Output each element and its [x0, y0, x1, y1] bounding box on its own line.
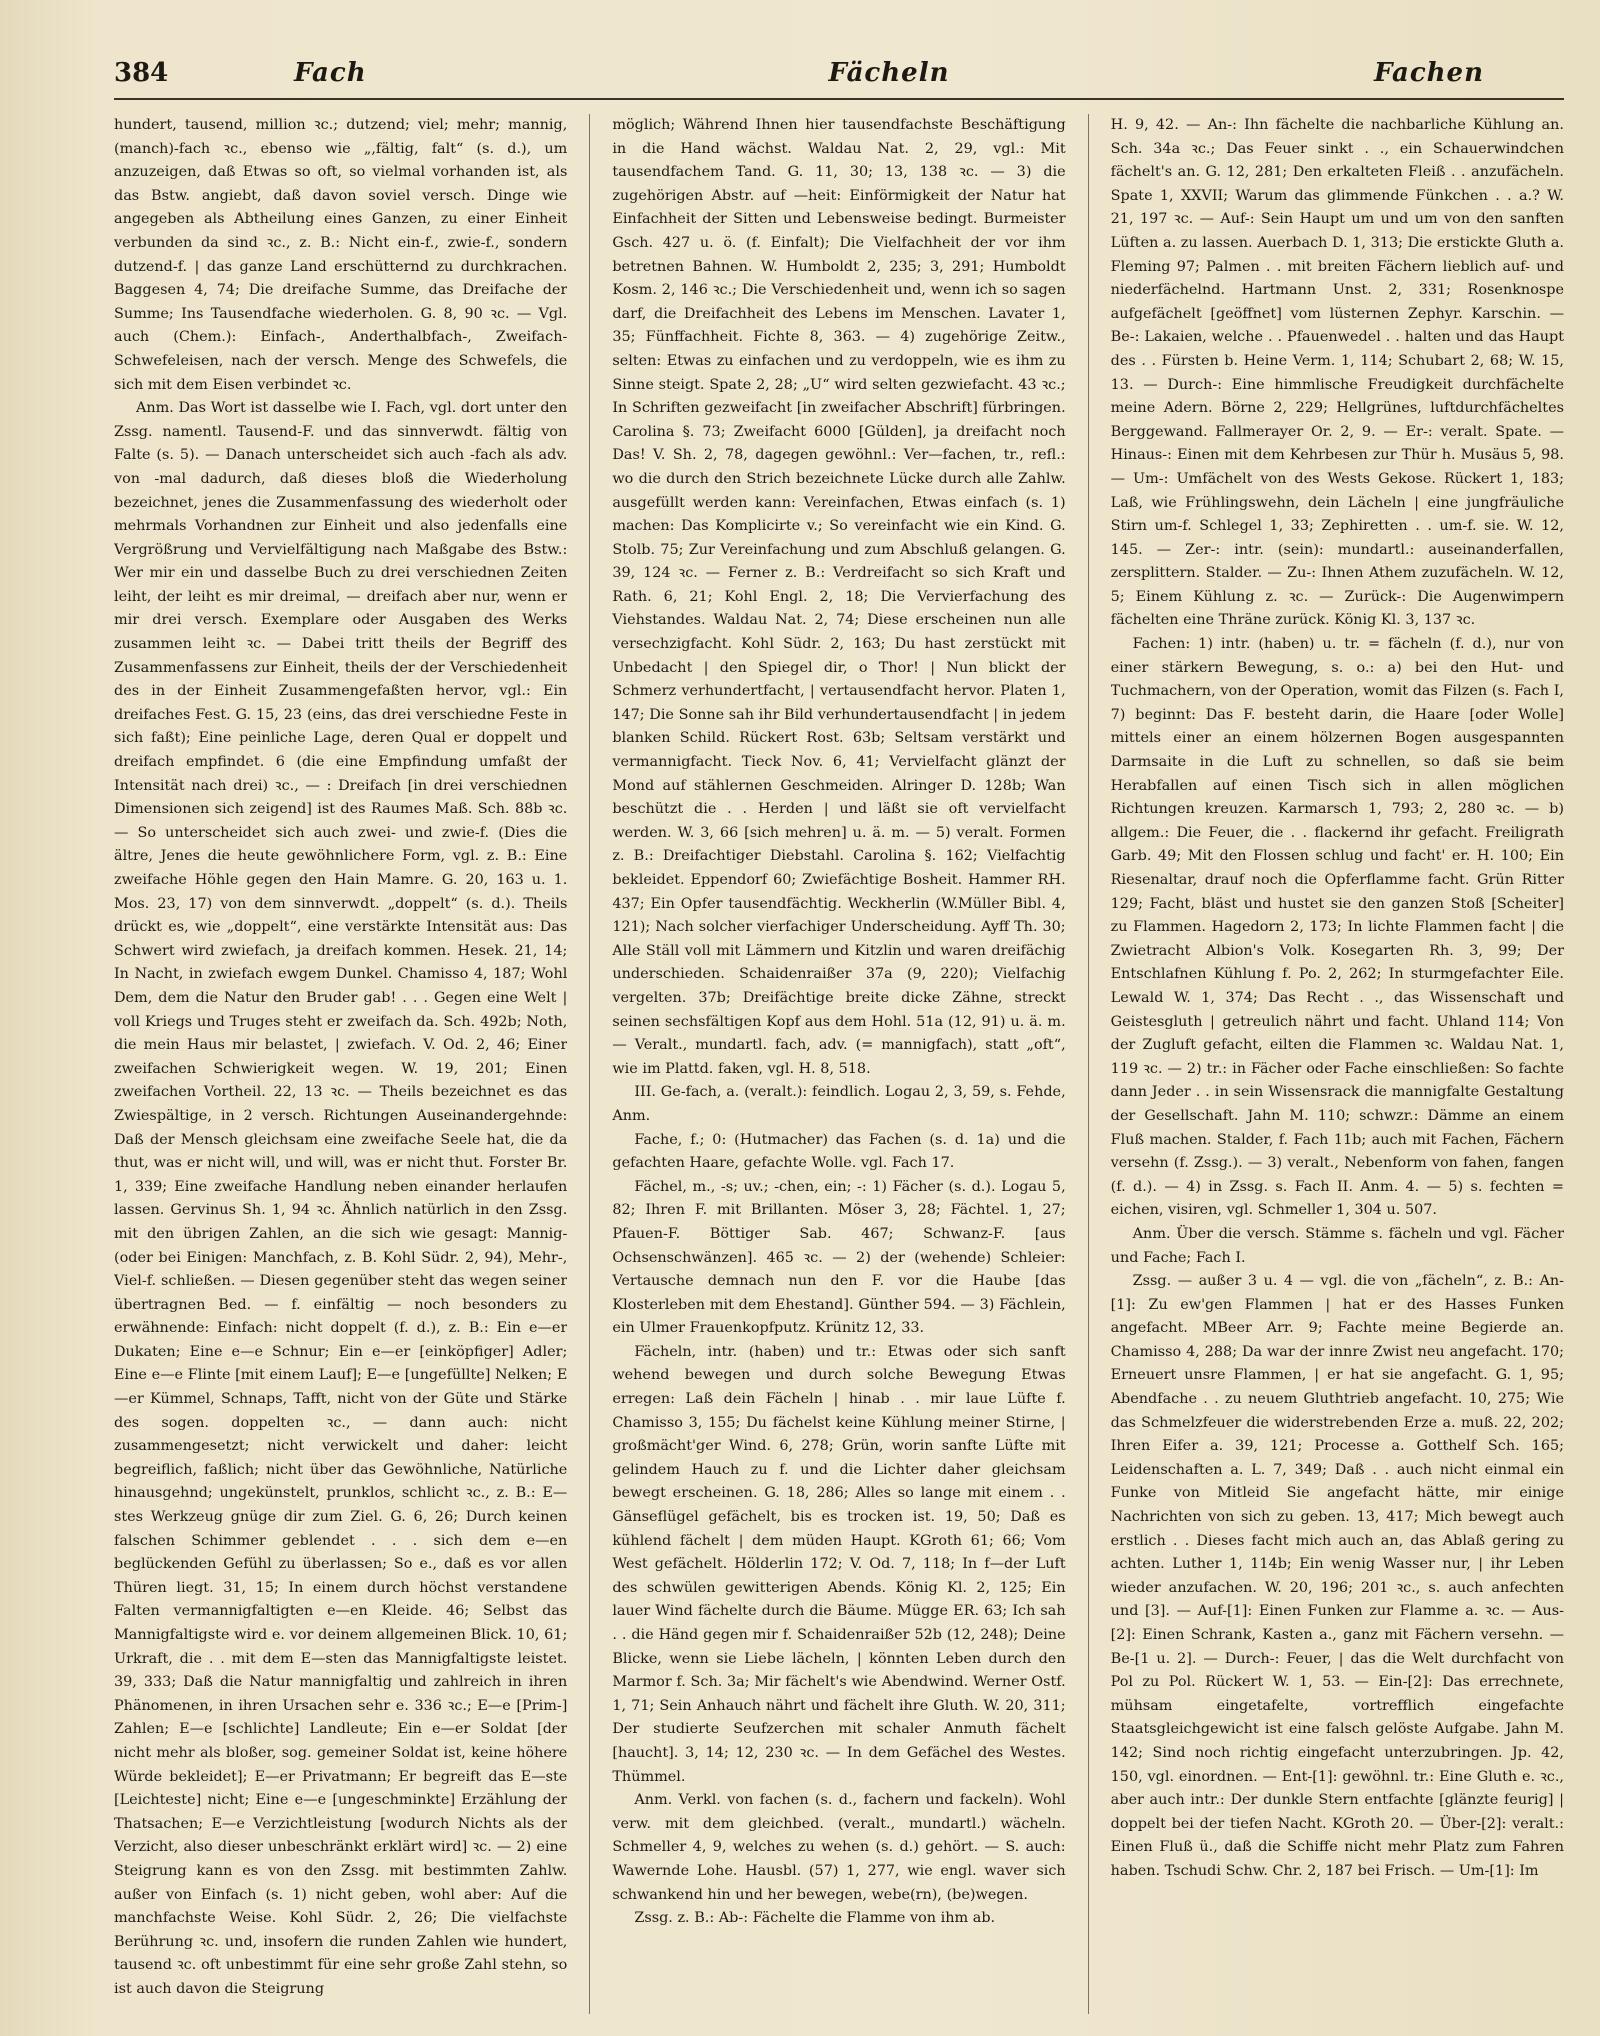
- paragraph: Zssg. z. B.: Ab-: Fächelte die Flamme von ihm ab.: [634, 1910, 996, 1927]
- paragraph: Fächeln, intr. (haben) und tr.: Etwas oder sich sanft wehend bewegen und durch solche Bewegung Etwas erregen: Laß dein Fächeln | hinab . . mir laue Lüfte f. Chamisso 3, 155; Du fächelst keine Kühlung meiner Stirne, | großmächt'ger Wind. 6, 278; Grün, worin sanfte Lüfte mit gelindem Hauch zu f. und die Lichter daher gleichsam bewegt erscheinen. G. 18, 286; Alles so lange mit einem . . Gänseflügel gefächelt, bis es trocken ist. 19, 50; Daß es kühlend fächelt | dem müden Haupt. KGroth 61; 66; Vom West gefächelt. Hölderlin 172; V. Od. 7, 118; In f—der Luft des schwülen gewitterigen Abends. König Kl. 2, 125; Ein lauer Wind fächelte durch die Bäume. Mügge ER. 63; Ich sah . . die Händ gegen mir f. Schaidenraißer 52b (12, 248); Deine Blicke, wenn sie Liebe lächeln, | könnten Leben durch den Marmor f. Sch. 3a; Mir fächelt's wie Abendwind. Werner Ostf. 1, 71; Sein Anhauch nährt und fächelt ihre Gluth. W. 20, 311; Der studierte Seufzerchen mit schaler Anmuth fächelt [haucht]. 3, 14; 12, 230 ꝛc. — In dem Gefächel des Westes. Thümmel.: [612, 1343, 1066, 1785]
- column-1: [114, 114, 567, 2014]
- right-running-head: Fachen: [1373, 58, 1485, 88]
- center-running-head: Fächeln: [828, 58, 950, 88]
- column-3: [1111, 114, 1564, 2014]
- left-running-head: Fach: [294, 58, 367, 88]
- paragraph: Anm. Das Wort ist dasselbe wie I. Fach, vgl. dort unter den Zssg. namentl. Tausend-F. und das sinnverwdt. fältig von Falte (s. 5). — Danach unterscheidet sich auch -fach als adv. von -mal dadurch, daß dieses bloß die Wiederholung bezeichnet, jenes die Zusammenfassung des wiederholt oder mehrmals Vorhandnen zur Einheit und also jedenfalls eine Vergrößrung und Vervielfältigung nach Maßgabe des Bstw.: Wer mir ein und dasselbe Buch zu drei verschiednen Zeiten leiht, der leiht es mir dreimal, — dreifach aber nur, wenn er mir drei versch. Exemplare oder Ausgaben des Werks zusammen leiht ꝛc. — Dabei tritt theils der Begriff des Zusammenfassens zur Einheit, theils der der Verschiedenheit des in der Einheit Zusammengefaßten hervor, vgl.: Ein dreifaches Fest. G. 15, 23 (eins, das drei verschiedne Feste in sich faßt); Eine peinliche Lage, deren Qual er doppelt und dreifach empfindet. 6 (die eine Empfindung umfaßt der Intensität nach drei) ꝛc., — : Dreifach [in drei verschiednen Dimensionen sich zeigend] ist des Raumes Maß. Sch. 88b ꝛc. — So unterscheidet sich auch zwei- und zwie-f. (Dies die ältre, Jenes die heute gewöhnlichere Form, vgl. z. B.: Eine zweifache Höhle gegen den Hain Mamre. G. 20, 163 u. 1. Mos. 23, 17) von dem sinnverwdt. „doppelt“ (s. d.). Theils drückt es, wie „doppelt“, eine verstärkte Intensität aus: Das Schwert wird zwiefach, ja dreifach kommen. Hesek. 21, 14; In Nacht, in zwiefach ewgem Dunkel. Chamisso 4, 187; Wohl Dem, dem die Natur den Bruder gab! . . . Gegen eine Welt | voll Kriegs und Truges steht er zweifach da. Sch. 492b; Noth, die mein Haus mir belastet, | zwiefach. V. Od. 2, 46; Einer zweifachen Schwierigkeit wegen. W. 19, 201; Einen zweifachen Vortheil. 22, 13 ꝛc. — Theils bezeichnet es das Zwiespältige, in 2 versch. Richtungen Auseinandergehnde: Daß der Mensch gleichsam eine zweifache Seele hat, die da thut, was er nicht will, und will, was er nicht thut. Forster Br. 1, 339; Eine zweifache Handlung neben einander herlaufen lassen. Gervinus Sh. 1, 94 ꝛc. Ähnlich natürlich in den Zssg. mit den übrigen Zahlen, an die sich wie gesagt: Mannig- (oder bei Einigen: Manchfach, z. B. Kohl Südr. 2, 94), Mehr-, Viel-f. schließen. — Diesen gegenüber steht das wegen seiner übertragnen Bed. — f. einfältig — noch besonders zu erwähnende: Einfach: nicht doppelt (f. d.), z. B.: Ein e—er Dukaten; Eine e—e Schnur; Ein e—er [einköpfiger] Adler; Eine e—e Flinte [mit einem Lauf]; E—e [ungefüllte] Nelken; E—er Kümmel, Schnaps, Tafft, nicht von der Güte und Stärke des sogen. doppelten ꝛc., — dann auch: nicht zusammengesetzt; nicht verwickelt und daher: leicht begreiflich, faßlich; nicht über das Gewöhnliche, Natürliche hinausgehnd; ungekünstelt, prunklos, schlicht ꝛc., z. B.: E—stes Werkzeug gnüge dir zum Ziel. G. 6, 26; Durch keinen falschen Schimmer geblendet . . . sich dem e—en beglückenden Gefühl zu überlassen; So e., daß es vor allen Thüren liegt. 31, 15; In einem durch höchst verstandene Falten vermannigfaltigten e—en Kleide. 46; Selbst das Mannigfaltigste wird e. vor deinem allgemeinen Blick. 10, 61; Urkraft, die . . mit dem E—sten das Mannigfaltigste leistet. 39, 333; Daß die Natur mannigfaltig und zahlreich in ihren Phänomenen, in ihren Ursachen sehr e. 336 ꝛc.; E—e [Prim-] Zahlen; E—e [schlichte] Landleute; Ein e—er Soldat [der nicht mehr als bloßer, sog. gemeiner Soldat ist, keine höhere Würde bekleidet]; E—er Privatmann; Er begreift das E—ste [Leichteste] nicht; Eine e—e [ungeschminkte] Erzählung der Thatsachen; E—e Verzichtleistung [wodurch Nichts als der Verzicht, also dieser unbeschränkt erklärt wird] ꝛc. — 2) eine Steigrung kann es von den Zssg. mit bestimmten Zahlw. außer von Einfach (s. 1) nicht geben, wohl aber: Auf die manchfachste Weise. Kohl Südr. 2, 26; Die vielfachste Berührung ꝛc. und, insofern die runden Zahlen wie hundert, tausend ꝛc. oft unbestimmt für eine sehr große Zahl stehn, so ist auch davon die Steigrung: [114, 400, 568, 1997]
- paragraph: hundert, tausend, million ꝛc.; dutzend; viel; mehr; mannig, (manch)-fach ꝛc., ebenso wie „‚fältig, falt“ (s. d.), um anzuzeigen, daß Etwas so oft, so vielmal vorhanden ist, als das Bstw. angiebt, daß davon soviel versch. Dinge wie angegeben als Abtheilung eines Ganzen, zu einer Einheit verbunden da sind ꝛc., z. B.: Nicht ein-f., zwie-f., sondern dutzend-f. | das ganze Land erschütternd zu durchkrachen. Baggesen 4, 74; Die dreifache Summe, das Dreifache der Summe; Ins Tausendfache wiederholen. G. 8, 90 ꝛc. — Vgl. auch (Chem.): Einfach-, Anderthalbfach-, Zweifach-Schwefeleisen, nach der versch. Menge des Schwefels, die sich mit dem Eisen verbindet ꝛc.: [114, 117, 568, 393]
- page-number: 384: [114, 58, 169, 88]
- paragraph: III. Ge-fach, a. (veralt.): feindlich. Logau 2, 3, 59, s. Fehde, Anm.: [612, 1084, 1066, 1124]
- column-2: [612, 114, 1065, 2014]
- column-divider: [1088, 114, 1089, 2014]
- column-divider: [589, 114, 590, 2014]
- paragraph: Zssg. — außer 3 u. 4 — vgl. die von „fächeln“, z. B.: An-[1]: Zu ew'gen Flammen | hat er des Hasses Funken angefacht. MBeer Arr. 9; Fachte meine Begierde an. Chamisso 4, 288; Da war der innre Zwist neu angefacht. 170; Erneuert unsre Flammen, | er hat sie angefacht. G. 1, 95; Abendfache . . zu neuem Gluthtrieb angefacht. 10, 275; Wie das Schmelzfeuer die widerstrebenden Erze a. muß. 22, 202; Ihren Eifer a. 39, 121; Processe a. Gotthelf Sch. 165; Leidenschaften a. L. 7, 349; Daß . . auch nicht einmal ein Funke von Mitleid Sie angefacht hätte, mir einige Nachrichten von sich zu geben. 13, 417; Mich bewegt auch erstlich . . Dieses facht mich auch an, das Ablaß gering zu achten. Luther 1, 114b; Ein wenig Wasser nur, | ihr Leben wieder anzufachen. W. 20, 196; 201 ꝛc., s. auch anfechten und [3]. — Auf-[1]: Einen Funken zur Flamme a. ꝛc. — Aus-[2]: Einen Schrank, Kasten a., ganz mit Fächern versehn. — Be-[1 u. 2]. — Durch-: Feuer, | das die Welt durchfacht von Pol zu Pol. Rückert W. 1, 53. — Ein-[2]: Das errechnete, mühsam eingetafelte, vortrefflich eingefachte Staatsgleichgewicht ist eine falsch gelöste Aufgabe. Jahn M. 142; Sind noch richtig eingefacht unterzubringen. Jp. 42, 150, vgl. einordnen. — Ent-[1]: gewöhnl. tr.: Eine Gluth e. ꝛc., aber auch intr.: Der dunkle Stern entfachte [glänzte feurig] | doppelt bei der tiefen Nacht. KGroth 20. — Über-[2]: veralt.: Einen Fluß ü., daß die Schiffe nicht mehr Platz zum Fahren haben. Tschudi Schw. Chr. 2, 187 bei Frisch. — Um-[1]: Im: [1110, 1273, 1564, 1879]
- paragraph: Fachen: 1) intr. (haben) u. tr. = fächeln (f. d.), nur von einer stärkern Bewegung, s. o.: a) bei den Hut- und Tuchmachern, von der Operation, womit das Filzen (s. Fach I, 7) beginnt: Das F. besteht darin, die Haare [oder Wolle] mittels einer an einem hölzernen Bogen ausgespannten Darmsaite in die Luft zu schnellen, so daß sie beim Herabfallen auf einen Tisch sich in allen möglichen Richtungen kreuzen. Karmarsch 1, 793; 2, 280 ꝛc. — b) allgem.: Die Feuer, die . . flackernd ihr gefacht. Freiligrath Garb. 49; Mit den Flossen schlug und facht' er. H. 100; Ein Riesenaltar, drauf noch die Opferflamme facht. Grün Ritter 129; Facht, bläst und hustet sie den ganzen Stoß [Scheiter] zu Flammen. Hagedorn 2, 173; In lichte Flammen facht | die Zwietracht Albion's Volk. Kosegarten Rh. 3, 99; Der Entschlafnen Kühlung f. Po. 2, 262; In sturmgefachter Eile. Lewald W. 1, 374; Das Recht . ., das Wissenschaft und Geistesgluth | getreulich nährt und facht. Uhland 114; Von der Zugluft gefacht, eilten die Flammen ꝛc. Waldau Nat. 1, 119 ꝛc. — 2) tr.: in Fächer oder Fache einschließen: So fachte dann Jeder . . in sein Wissensrack die mannigfalte Gestaltung der Gesellschaft. Jahn M. 110; schwzr.: Dämme an einem Fluß machen. Stalder, f. Fach 11b; auch mit Fachen, Fächern versehn (f. Zssg.). — 3) veralt., Nebenform von fahen, fangen (f. d.). — 4) in Zssg. s. Fach II. Anm. 4. — 5) s. fechten = eichen, visiren, vgl. Schmeller 1, 304 u. 507.: [1110, 636, 1564, 1219]
- paragraph: H. 9, 42. — An-: Ihn fächelte die nachbarliche Kühlung an. Sch. 34a ꝛc.; Das Feuer sinkt . ., ein Schauerwindchen fächelt's an. G. 12, 281; Den erkalteten Fleiß . . anzufächeln. Spate 1, XXVII; Warum das glimmende Fünkchen . . a.? W. 21, 197 ꝛc. — Auf-: Sein Haupt um und um von den sanften Lüften a. zu lassen. Auerbach D. 1, 313; Die erstickte Gluth a. Fleming 97; Palmen . . mit breiten Fächern lieblich auf- und niederfächelnd. Hartmann Unst. 2, 331; Rosenknospe aufgefächelt [geöffnet] vom lüsternen Zephyr. Karschin. — Be-: Lakaien, welche . . Pfauenwedel . . halten und das Haupt des . . Fürsten b. Heine Verm. 1, 114; Schubart 2, 68; W. 15, 13. — Durch-: Eine himmlische Freudigkeit durchfächelte meine Adern. Börne 2, 229; Hellgrünes, luftdurchfächeltes Berggewand. Fallmerayer Or. 2, 9. — Er-: veralt. Spate. — Hinaus-: Einen mit dem Kehrbesen zur Thür h. Musäus 5, 98. — Um-: Umfächelt von des Wests Gekose. Rückert 1, 183; Laß, wie Frühlingswehn, dein Lächeln | eine jungfräuliche Stirn um-f. Schlegel 1, 33; Zephiretten . . um-f. sie. W. 12, 145. — Zer-: intr. (sein): mundartl.: auseinanderfallen, zersplittern. Stalder. — Zu-: Ihnen Athem zuzufächeln. W. 12, 5; Einem Kühlung z. ꝛc. — Zurück-: Die Augenwimpern fächelten eine Thräne zurück. König Kl. 3, 137 ꝛc.: [1110, 117, 1564, 629]
- text-columns: [114, 114, 1564, 2014]
- paragraph: Fächel, m., -s; uv.; -chen, ein; -: 1) Fächer (s. d.). Logau 5, 82; Ihren F. mit Brillanten. Möser 3, 28; Fächtel. 1, 27; Pfauen-F. Böttiger Sab. 467; Schwanz-F. [aus Ochsenschwänzen]. 465 ꝛc. — 2) der (wehende) Schleier: Vertausche demnach nun den F. vor die Haube [das Klosterleben mit dem Ehestand]. Günther 594. — 3) Fächlein, ein Ulmer Frauenkopfputz. Krünitz 12, 33.: [612, 1178, 1066, 1337]
- paragraph: Anm. Verkl. von fachen (s. d., fachern und fackeln). Wohl verw. mit dem gleichbed. (veralt., mundartl.) wächeln. Schmeller 4, 9, welches zu wehen (s. d.) gehört. — S. auch: Wawernde Lohe. Hausbl. (57) 1, 277, wie engl. waver sich schwankend hin und her bewegen, webe(rn), (be)wegen.: [612, 1792, 1066, 1903]
- paragraph: Fache, f.; 0: (Hutmacher) das Fachen (s. d. 1a) und die gefachten Haare, gefachte Wolle. vgl. Fach 17.: [612, 1131, 1066, 1172]
- paragraph: möglich; Während Ihnen hier tausendfachste Beschäftigung in die Hand wächst. Waldau Nat. 2, 29, vgl.: Mit tausendfachem Tand. G. 11, 30; 13, 138 ꝛc. — 3) die zugehörigen Abstr. auf —heit: Einförmigkeit der Natur hat Einfachheit der Sitten und Lebensweise bedingt. Burmeister Gsch. 427 u. ö. (f. Einfalt); Die Vielfachheit der vor ihm betretnen Bahnen. W. Humboldt 2, 235; 3, 291; Humboldt Kosm. 2, 146 ꝛc.; Die Verschiedenheit und, wenn ich so sagen darf, die Dreifachheit des Lebens im Menschen. Lavater 1, 35; Fünffachheit. Fichte 8, 363. — 4) zugehörige Zeitw., selten: Etwas zu einfachen und zu verdoppeln, wie es ihm zu Sinne steigt. Spate 2, 28; „U“ wird selten gezwiefacht. 43 ꝛc.; In Schriften gezweifacht [in zweifacher Abschrift] fürbringen. Carolina §. 73; Zweifacht 6000 [Gülden], ja dreifacht noch Das! V. Sh. 2, 78, dagegen gewöhnl.: Ver—fachen, tr., refl.: wo die durch den Strich bezeichnete Lücke durch alle Zahlw. ausgefüllt werden kann: Vereinfachen, Etwas einfach (s. 1) machen: Das Komplicirte v.; So vereinfacht wie ein Kind. G. Stolb. 75; Zur Vereinfachung und zum Abschluß gelangen. G. 39, 124 ꝛc. — Ferner z. B.: Verdreifacht so sich Kraft und Rath. 6, 21; Kohl Engl. 2, 18; Die Vervierfachung des Viehstandes. Waldau Nat. 2, 74; Diese erscheinen nun alle versechzigfacht. Kohl Südr. 2, 163; Du hast zerstückt mit Unbedacht | den Spiegel dir, o Thor! | Nun blickt der Schmerz verhundertfacht, | vertausendfacht hervor. Platen 1, 147; Die Sonne sah ihr Bild verhundertausendfacht | in jedem blanken Schild. Rückert Rost. 63b; Seltsam verstärkt und vermannigfacht. Tieck Nov. 6, 41; Vervielfacht glänzt der Mond auf stählernen Geschmeiden. Alringer D. 128b; Wan beschützt die . . Herden | und läßt sie oft vervielfacht werden. W. 3, 66 [sich mehren] u. ä. m. — 5) veralt. Formen z. B.: Dreifachtiger Diebstahl. Carolina §. 162; Vielfachtig bekleidet. Eppendorf 60; Zwiefächtige Bosheit. Hammer RH. 437; Ein Opfer tausendfächtig. Weckherlin (W.Müller Bibl. 4, 121); Nach solcher vierfachiger Underscheidung. Ayff Th. 30; Alle Ställ voll mit Lämmern und Kitzlin und waren dreifächig underschieden. Schaidenraißer 37a (9, 220); Vielfachig vergelten. 37b; Dreifächtige breite dicke Zähne, streckt seinen sechsfältigen Kopf aus dem Hohl. 51a (12, 91) u. ä. m. — Veralt., mundartl. fach, adv. (= mannigfach), statt „oft“, wie im Plattd. faken, vgl. H. 8, 518.: [612, 117, 1066, 1077]
- paragraph: Anm. Über die versch. Stämme s. fächeln und vgl. Fächer und Fache; Fach I.: [1110, 1225, 1564, 1266]
- page-header: [114, 58, 1564, 100]
